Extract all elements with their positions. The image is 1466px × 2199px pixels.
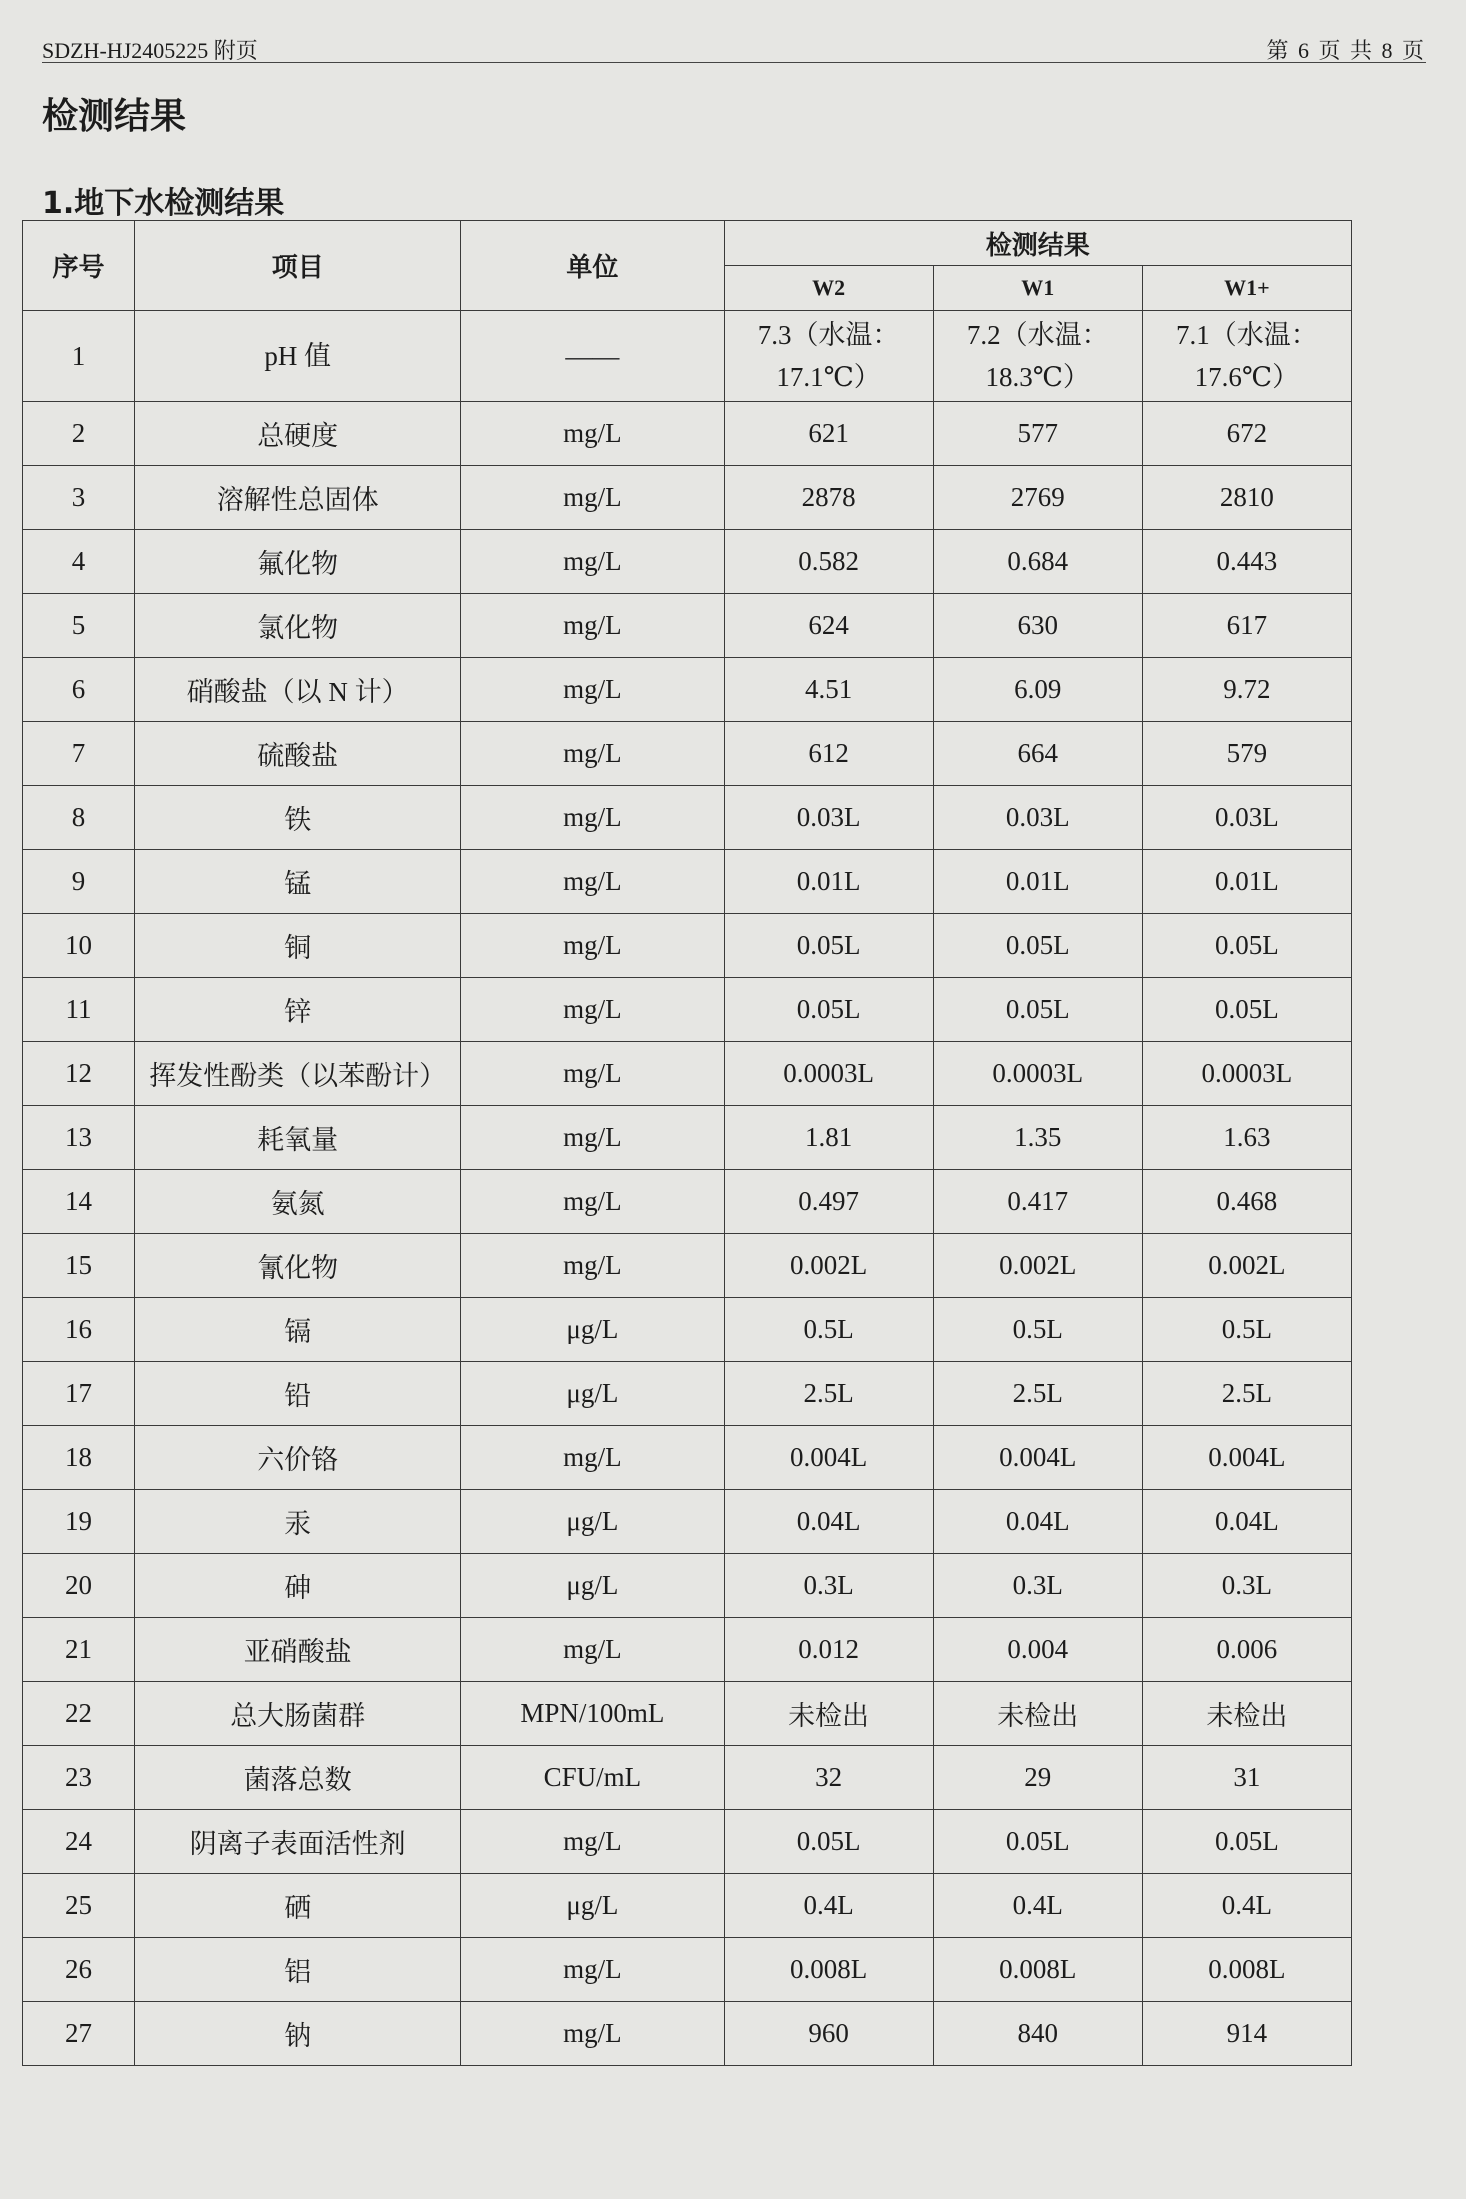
row-value-w1plus: 617	[1142, 594, 1351, 658]
row-value-w1: 0.03L	[933, 786, 1142, 850]
row-value-w1: 0.05L	[933, 978, 1142, 1042]
table-row	[23, 311, 1352, 402]
row-value-w2: 0.03L	[724, 786, 933, 850]
header-site-w1: W1	[933, 266, 1142, 311]
row-unit: MPN/100mL	[461, 1682, 724, 1746]
row-unit: mg/L	[461, 1234, 724, 1298]
row-value-w2: 未检出	[724, 1682, 933, 1746]
row-value-w1plus: 0.002L	[1142, 1234, 1351, 1298]
row-no: 25	[23, 1874, 135, 1938]
row-value-w1plus: 0.443	[1142, 530, 1351, 594]
row-no: 17	[23, 1362, 135, 1426]
row-value-w1: 0.417	[933, 1170, 1142, 1234]
table-row	[23, 1042, 1352, 1106]
row-value-w1: 0.004	[933, 1618, 1142, 1682]
row-value-w1plus: 2.5L	[1142, 1362, 1351, 1426]
row-value-w1plus: 31	[1142, 1746, 1351, 1810]
table-row	[23, 1554, 1352, 1618]
page-title: 检测结果	[42, 96, 187, 137]
row-value-w1plus: 0.05L	[1142, 1810, 1351, 1874]
row-unit: mg/L	[461, 978, 724, 1042]
value-line: 17.6℃）	[1194, 362, 1300, 392]
value-line: 7.1（水温：	[1176, 320, 1318, 350]
row-unit: mg/L	[461, 530, 724, 594]
row-item: 铝	[135, 1938, 461, 2002]
row-value-w1plus: 0.0003L	[1142, 1042, 1351, 1106]
row-value-w1: 630	[933, 594, 1142, 658]
row-value-w1plus: 672	[1142, 402, 1351, 466]
table-row	[23, 530, 1352, 594]
row-no: 4	[23, 530, 135, 594]
row-value-w1plus: 0.3L	[1142, 1554, 1351, 1618]
table-row	[23, 402, 1352, 466]
value-line: 7.2（水温：	[966, 320, 1109, 350]
row-unit: mg/L	[461, 1810, 724, 1874]
row-value-w1: 2.5L	[933, 1362, 1142, 1426]
row-value-w1plus: 0.03L	[1142, 786, 1351, 850]
row-unit: ——	[461, 311, 724, 402]
row-item: 耗氧量	[135, 1106, 461, 1170]
row-unit: μg/L	[461, 1298, 724, 1362]
row-value-w1: 1.35	[933, 1106, 1142, 1170]
row-unit: mg/L	[461, 1106, 724, 1170]
row-unit: mg/L	[461, 594, 724, 658]
table-row	[23, 1170, 1352, 1234]
row-value-w2: 0.004L	[724, 1426, 933, 1490]
row-value-w2: 2878	[724, 466, 933, 530]
row-no: 7	[23, 722, 135, 786]
table-row	[23, 1938, 1352, 2002]
row-item: 钠	[135, 2002, 461, 2066]
row-value-w1plus: 未检出	[1142, 1682, 1351, 1746]
row-value-w2: 0.05L	[724, 1810, 933, 1874]
row-value-w1: 0.684	[933, 530, 1142, 594]
row-value-w1plus: 9.72	[1142, 658, 1351, 722]
row-no: 19	[23, 1490, 135, 1554]
row-item: 铜	[135, 914, 461, 978]
row-unit: mg/L	[461, 1042, 724, 1106]
row-item: 溶解性总固体	[135, 466, 461, 530]
table-row	[23, 466, 1352, 530]
row-no: 2	[23, 402, 135, 466]
row-unit: mg/L	[461, 402, 724, 466]
table-row	[23, 722, 1352, 786]
row-item: 锰	[135, 850, 461, 914]
row-value-w2: 0.05L	[724, 914, 933, 978]
row-no: 18	[23, 1426, 135, 1490]
page-header	[42, 34, 1426, 63]
row-no: 22	[23, 1682, 135, 1746]
row-no: 23	[23, 1746, 135, 1810]
row-value-w1: 2769	[933, 466, 1142, 530]
row-value-w1plus: 0.006	[1142, 1618, 1351, 1682]
table-row	[23, 850, 1352, 914]
value-line: 7.3（水温：	[757, 320, 900, 350]
row-no: 12	[23, 1042, 135, 1106]
row-value-w2: 624	[724, 594, 933, 658]
row-item: 氟化物	[135, 530, 461, 594]
row-item: 锌	[135, 978, 461, 1042]
header-site-w2: W2	[724, 266, 933, 311]
row-value-w2: 0.497	[724, 1170, 933, 1234]
row-value-w1: 0.0003L	[933, 1042, 1142, 1106]
row-unit: CFU/mL	[461, 1746, 724, 1810]
header-results: 检测结果	[724, 221, 1352, 266]
value-line: 18.3℃）	[985, 362, 1090, 392]
row-unit: μg/L	[461, 1490, 724, 1554]
row-no: 3	[23, 466, 135, 530]
row-value-w2: 0.3L	[724, 1554, 933, 1618]
row-value-w2: 621	[724, 402, 933, 466]
row-unit: mg/L	[461, 466, 724, 530]
row-value-w1plus	[1142, 311, 1351, 402]
header-no: 序号	[23, 221, 135, 311]
table-row	[23, 594, 1352, 658]
row-unit: mg/L	[461, 722, 724, 786]
table-row	[23, 2002, 1352, 2066]
row-value-w1plus: 0.01L	[1142, 850, 1351, 914]
row-value-w1plus: 579	[1142, 722, 1351, 786]
row-unit: mg/L	[461, 1938, 724, 2002]
row-item: 汞	[135, 1490, 461, 1554]
row-item: 菌落总数	[135, 1746, 461, 1810]
row-value-w2: 0.582	[724, 530, 933, 594]
row-value-w2: 0.012	[724, 1618, 933, 1682]
row-value-w1: 0.4L	[933, 1874, 1142, 1938]
header-unit: 单位	[461, 221, 724, 311]
row-no: 1	[23, 311, 135, 402]
row-item: 六价铬	[135, 1426, 461, 1490]
row-item: 砷	[135, 1554, 461, 1618]
row-value-w1: 0.002L	[933, 1234, 1142, 1298]
row-value-w1: 840	[933, 2002, 1142, 2066]
row-item: pH 值	[135, 311, 461, 402]
row-value-w1plus: 0.468	[1142, 1170, 1351, 1234]
table-row	[23, 978, 1352, 1042]
row-item: 亚硝酸盐	[135, 1618, 461, 1682]
row-value-w1plus: 0.04L	[1142, 1490, 1351, 1554]
row-value-w2: 0.01L	[724, 850, 933, 914]
row-value-w1: 6.09	[933, 658, 1142, 722]
table-row	[23, 658, 1352, 722]
row-item: 铁	[135, 786, 461, 850]
row-item: 总硬度	[135, 402, 461, 466]
row-unit: mg/L	[461, 786, 724, 850]
row-value-w2: 0.008L	[724, 1938, 933, 2002]
table-row	[23, 1490, 1352, 1554]
row-no: 24	[23, 1810, 135, 1874]
results-table	[22, 220, 1352, 2066]
row-item: 硫酸盐	[135, 722, 461, 786]
row-value-w1plus: 2810	[1142, 466, 1351, 530]
row-value-w1: 29	[933, 1746, 1142, 1810]
row-value-w1: 0.3L	[933, 1554, 1142, 1618]
row-unit: μg/L	[461, 1874, 724, 1938]
row-unit: mg/L	[461, 2002, 724, 2066]
table-row	[23, 1106, 1352, 1170]
row-no: 13	[23, 1106, 135, 1170]
row-value-w1: 0.01L	[933, 850, 1142, 914]
row-value-w2: 1.81	[724, 1106, 933, 1170]
row-unit: mg/L	[461, 914, 724, 978]
row-value-w1: 0.05L	[933, 1810, 1142, 1874]
table-row	[23, 1618, 1352, 1682]
section-title: 1.地下水检测结果	[42, 186, 285, 221]
row-value-w1: 664	[933, 722, 1142, 786]
row-no: 6	[23, 658, 135, 722]
row-value-w1plus: 0.004L	[1142, 1426, 1351, 1490]
row-unit: μg/L	[461, 1362, 724, 1426]
row-value-w2: 4.51	[724, 658, 933, 722]
table-row	[23, 1682, 1352, 1746]
table-row	[23, 1234, 1352, 1298]
row-value-w1	[933, 311, 1142, 402]
row-value-w2: 0.4L	[724, 1874, 933, 1938]
row-value-w1plus: 0.05L	[1142, 978, 1351, 1042]
table-row	[23, 1746, 1352, 1810]
row-no: 8	[23, 786, 135, 850]
row-unit: mg/L	[461, 1170, 724, 1234]
row-value-w2: 0.0003L	[724, 1042, 933, 1106]
row-unit: mg/L	[461, 658, 724, 722]
row-no: 9	[23, 850, 135, 914]
table-row	[23, 1298, 1352, 1362]
results-body	[23, 311, 1352, 2066]
row-value-w1plus: 914	[1142, 2002, 1351, 2066]
row-no: 26	[23, 1938, 135, 2002]
row-value-w2	[724, 311, 933, 402]
table-row	[23, 1362, 1352, 1426]
row-no: 14	[23, 1170, 135, 1234]
row-value-w1plus: 1.63	[1142, 1106, 1351, 1170]
row-value-w2: 0.05L	[724, 978, 933, 1042]
row-no: 20	[23, 1554, 135, 1618]
row-value-w2: 612	[724, 722, 933, 786]
doc-id: SDZH-HJ2405225 附页	[42, 38, 258, 63]
table-row	[23, 1810, 1352, 1874]
row-value-w1plus: 0.05L	[1142, 914, 1351, 978]
table-row	[23, 914, 1352, 978]
row-unit: mg/L	[461, 1426, 724, 1490]
header-item: 项目	[135, 221, 461, 311]
row-value-w2: 0.04L	[724, 1490, 933, 1554]
row-value-w1: 0.04L	[933, 1490, 1142, 1554]
header-site-w1plus: W1+	[1142, 266, 1351, 311]
row-item: 镉	[135, 1298, 461, 1362]
row-item: 氨氮	[135, 1170, 461, 1234]
row-item: 挥发性酚类（以苯酚计）	[135, 1042, 461, 1106]
row-item: 阴离子表面活性剂	[135, 1810, 461, 1874]
row-value-w1plus: 0.5L	[1142, 1298, 1351, 1362]
table-row	[23, 1426, 1352, 1490]
page-number: 第 6 页 共 8 页	[1266, 38, 1426, 63]
row-value-w1: 0.5L	[933, 1298, 1142, 1362]
row-no: 10	[23, 914, 135, 978]
row-unit: mg/L	[461, 850, 724, 914]
row-value-w1: 577	[933, 402, 1142, 466]
row-unit: μg/L	[461, 1554, 724, 1618]
value-line: 17.1℃）	[776, 362, 881, 392]
row-unit: mg/L	[461, 1618, 724, 1682]
row-no: 11	[23, 978, 135, 1042]
row-value-w1: 0.008L	[933, 1938, 1142, 2002]
row-item: 总大肠菌群	[135, 1682, 461, 1746]
row-no: 5	[23, 594, 135, 658]
row-value-w1plus: 0.008L	[1142, 1938, 1351, 2002]
table-row	[23, 786, 1352, 850]
row-value-w2: 2.5L	[724, 1362, 933, 1426]
row-value-w1: 0.004L	[933, 1426, 1142, 1490]
row-item: 氰化物	[135, 1234, 461, 1298]
row-no: 15	[23, 1234, 135, 1298]
row-value-w2: 960	[724, 2002, 933, 2066]
row-value-w2: 0.002L	[724, 1234, 933, 1298]
row-no: 27	[23, 2002, 135, 2066]
row-item: 氯化物	[135, 594, 461, 658]
row-value-w2: 32	[724, 1746, 933, 1810]
table-row	[23, 1874, 1352, 1938]
row-item: 硒	[135, 1874, 461, 1938]
row-value-w2: 0.5L	[724, 1298, 933, 1362]
row-no: 16	[23, 1298, 135, 1362]
row-no: 21	[23, 1618, 135, 1682]
row-value-w1: 0.05L	[933, 914, 1142, 978]
row-value-w1: 未检出	[933, 1682, 1142, 1746]
row-item: 铅	[135, 1362, 461, 1426]
row-item: 硝酸盐（以 N 计）	[135, 658, 461, 722]
row-value-w1plus: 0.4L	[1142, 1874, 1351, 1938]
